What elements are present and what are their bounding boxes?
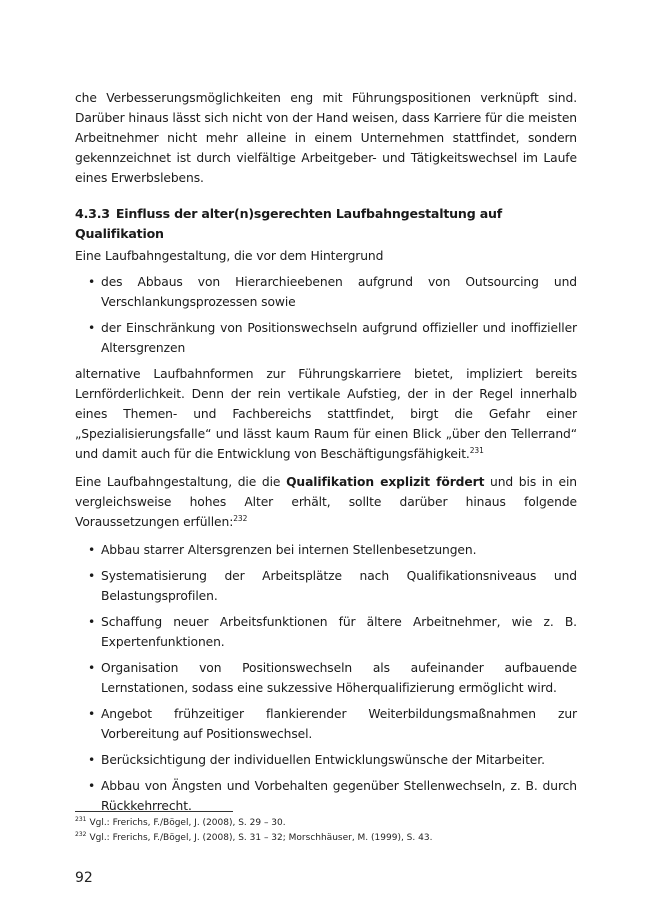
paragraph-text: und bis in ein vergleichsweise hohes Alter erhält, sollte darüber hinaus folgende Voraussetzungen erfüllen: bbox=[75, 475, 577, 529]
paragraph-continuation: che Verbesserungsmöglichkeiten eng mit Führungspositionen verknüpft sind. Darüber hinaus lässt sich nicht von der Hand weisen, dass Karriere für die meisten Arbeitnehmer nicht mehr alleine in einem Unternehmen stattfindet, sondern gekennzeichnet ist durch vielfältige Arbeitgeber- und Tätigkeitswechsel im Laufe eines Erwerbslebens. bbox=[75, 91, 577, 185]
list-item bbox=[75, 704, 577, 744]
list-item bbox=[75, 540, 577, 560]
list-item bbox=[75, 318, 577, 358]
intro-sentence: Eine Laufbahngestaltung, die vor dem Hintergrund bbox=[75, 249, 384, 263]
page-body bbox=[75, 88, 577, 822]
paragraph-qualifikation bbox=[75, 472, 577, 532]
footnote bbox=[75, 831, 577, 846]
emphasis-text: Qualifikation explizit fördert bbox=[286, 475, 485, 489]
bullet-icon: • bbox=[88, 569, 96, 583]
bullet-icon: • bbox=[88, 615, 96, 629]
paragraph-text: alternative Laufbahnformen zur Führungskarriere bietet, impliziert bereits Lernförderlichkeit. Denn der rein vertikale Aufstieg, der in der Regel innerhalb eines Themen- und Fachbereichs stattfindet, birgt die Gefahr einer „Spezialisierungsfalle“ und lässt kaum Raum für einen Blick „über den Tellerrand“ und damit auch für die Entwicklung von Beschäftigungsfähigkeit. bbox=[75, 367, 577, 461]
bullet-icon: • bbox=[88, 321, 96, 335]
footnote-number: 232 bbox=[75, 831, 87, 838]
footnote-divider bbox=[75, 811, 233, 812]
list-item-text: Schaffung neuer Arbeitsfunktionen für ältere Arbeitnehmer, wie z. B. Expertenfunktionen. bbox=[101, 615, 577, 649]
list-item-text: Angebot frühzeitiger flankierender Weiterbildungsmaßnahmen zur Vorbereitung auf Positionswechsel. bbox=[101, 707, 577, 741]
list-item bbox=[75, 566, 577, 606]
footnote-ref: 232 bbox=[233, 513, 248, 523]
list-item-text: Organisation von Positionswechseln als aufeinander aufbauende Lernstationen, sodass eine sukzessive Höherqualifizierung ermöglicht wird. bbox=[101, 661, 577, 695]
list-item-text: Systematisierung der Arbeitsplätze nach Qualifikationsniveaus und Belastungsprofilen. bbox=[101, 569, 577, 603]
bullet-list-requirements bbox=[75, 540, 577, 816]
footnote-ref: 231 bbox=[469, 445, 484, 455]
section-heading bbox=[75, 204, 577, 244]
list-item bbox=[75, 750, 577, 770]
bullet-icon: • bbox=[88, 707, 96, 721]
list-item bbox=[75, 272, 577, 312]
list-item-text: Abbau von Ängsten und Vorbehalten gegenüber Stellenwechseln, z. B. durch Rückkehrrecht. bbox=[101, 779, 577, 813]
section-title: Einfluss der alter(n)sgerechten Laufbahngestaltung auf Qualifikation bbox=[75, 206, 503, 241]
footnote bbox=[75, 816, 577, 831]
bullet-list-background bbox=[75, 272, 577, 358]
bullet-icon: • bbox=[88, 543, 96, 557]
footnote-number: 231 bbox=[75, 816, 87, 823]
bullet-icon: • bbox=[88, 661, 96, 675]
section-number: 4.3.3 bbox=[75, 206, 110, 221]
list-item-text: Abbau starrer Altersgrenzen bei internen Stellenbesetzungen. bbox=[101, 543, 477, 557]
list-item bbox=[75, 776, 577, 816]
footnote-text: Vgl.: Frerichs, F./Bögel, J. (2008), S. 29 – 30. bbox=[89, 818, 286, 828]
list-item bbox=[75, 612, 577, 652]
list-item bbox=[75, 658, 577, 698]
bullet-icon: • bbox=[88, 275, 96, 289]
paragraph-text: Eine Laufbahngestaltung, die die bbox=[75, 475, 287, 489]
paragraph-laufbahnformen bbox=[75, 364, 577, 464]
bullet-icon: • bbox=[88, 753, 96, 767]
list-item-text: der Einschränkung von Positionswechseln aufgrund offizieller und inoffizieller Altersgrenzen bbox=[101, 321, 577, 355]
bullet-icon: • bbox=[88, 779, 96, 793]
footnote-text: Vgl.: Frerichs, F./Bögel, J. (2008), S. 31 – 32; Morschhäuser, M. (1999), S. 43. bbox=[89, 833, 433, 843]
footnotes bbox=[75, 816, 577, 846]
list-item-text: Berücksichtigung der individuellen Entwicklungswünsche der Mitarbeiter. bbox=[101, 753, 545, 767]
list-item-text: des Abbaus von Hierarchieebenen aufgrund von Outsourcing und Verschlankungsprozessen sowie bbox=[101, 275, 577, 309]
page-number: 92 bbox=[75, 870, 93, 886]
